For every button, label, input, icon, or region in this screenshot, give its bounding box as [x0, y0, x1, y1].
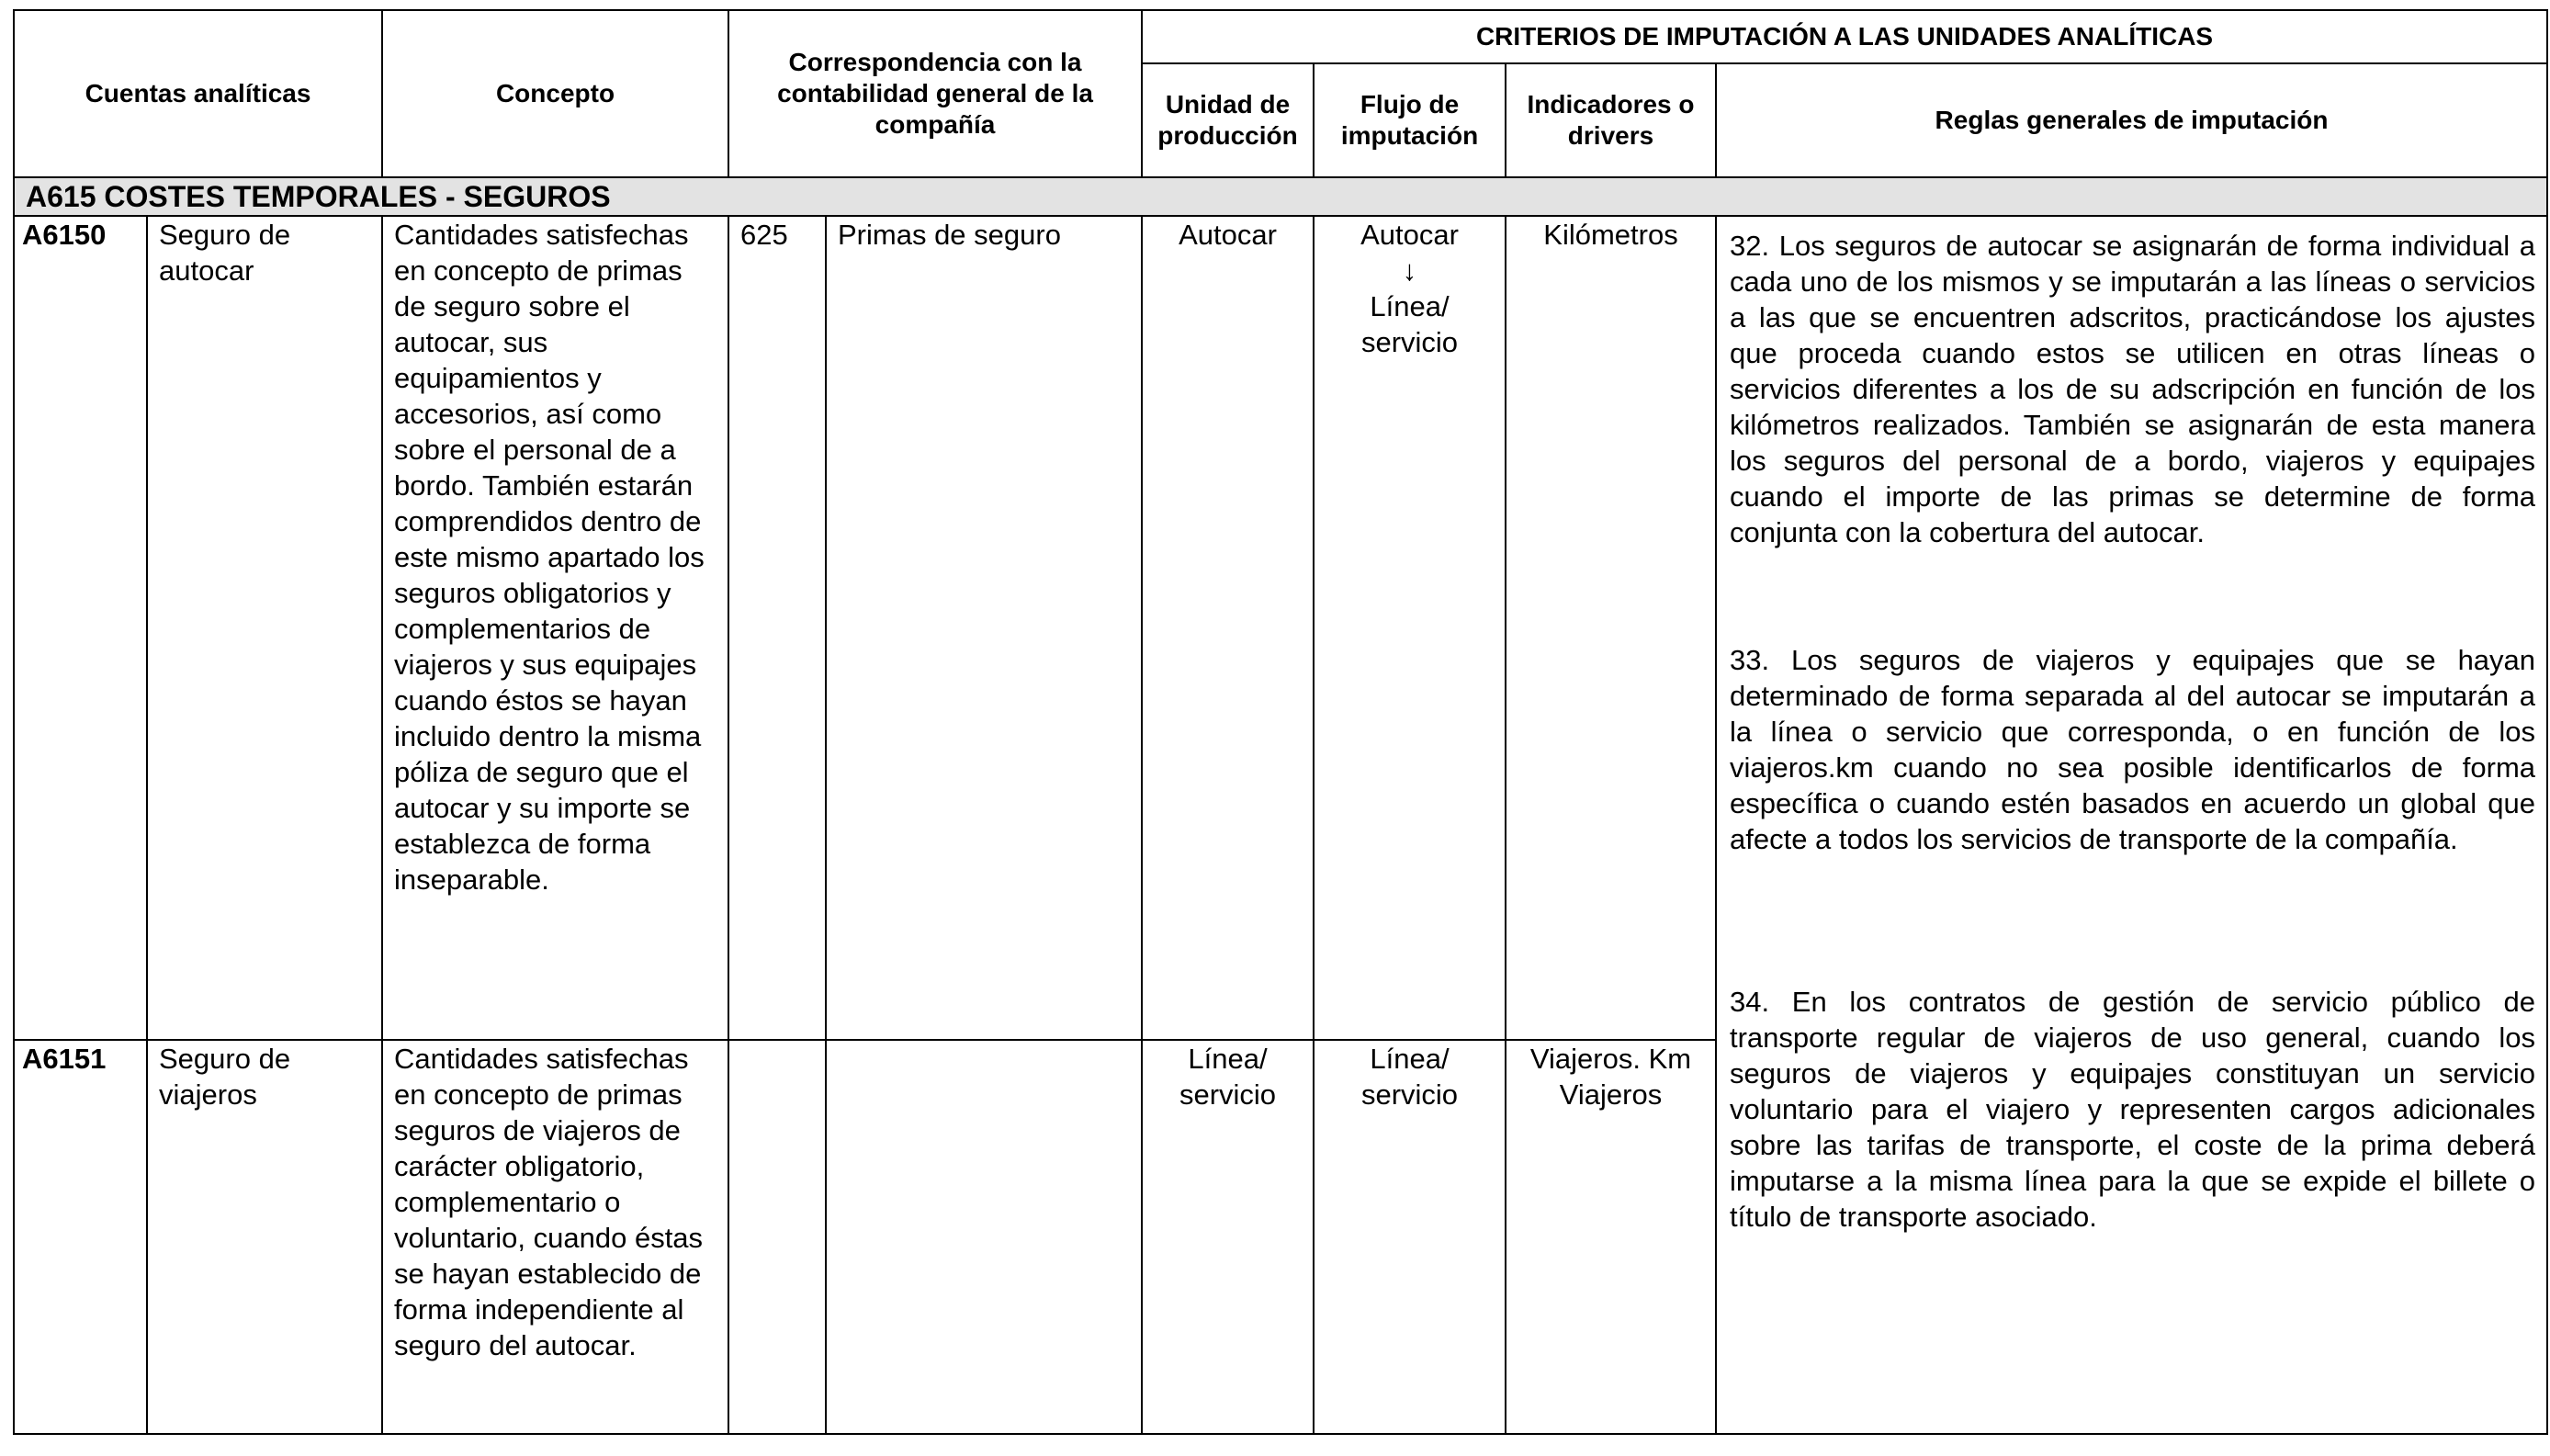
- down-arrow-icon: ↓: [1402, 254, 1417, 287]
- header-criterios: CRITERIOS DE IMPUTACIÓN A LAS UNIDADES ANALÍTICAS: [1142, 10, 2547, 63]
- rule-paragraph: 34. En los contratos de gestión de servicio público de transporte regular de viajeros de uso general, cuando los seguros de viajeros y equipajes constituyan un servicio voluntario para el viajero y representen cargos adicionales sobre las tarifas de transporte, el coste de la prima deberá imputarse a la misma línea para la que se expide el billete o título de transporte asociado.: [1730, 986, 2536, 1233]
- imputation-flow: Línea/ servicio: [1314, 1040, 1506, 1434]
- production-unit: Autocar: [1142, 216, 1314, 1040]
- concept-cell: Cantidades satisfechas en concepto de primas de seguro sobre el autocar, sus equipamientos y accesorios, así como sobre el personal de a bordo. También estarán comprendidos dentro de este mismo apartado los seguros obligatorios y complementarios de viajeros y sus equipajes cuando éstos se hayan incluido dentro la misma póliza de seguro que el autocar y su importe se establezca de forma inseparable.: [382, 216, 728, 1040]
- flow-to: Línea/ servicio: [1360, 290, 1459, 358]
- header-flujo: Flujo de imputación: [1314, 63, 1506, 177]
- concept-cell: Cantidades satisfechas en concepto de primas seguros de viajeros de carácter obligatorio, complementario o voluntario, cuando éstas se hayan establecido de forma independiente al seguro del autocar.: [382, 1040, 728, 1434]
- imputation-table: [13, 9, 2548, 1435]
- section-title: A615 COSTES TEMPORALES - SEGUROS: [14, 177, 2547, 216]
- header-cuentas: Cuentas analíticas: [14, 10, 382, 177]
- header-correspondencia: Correspondencia con la contabilidad general de la compañía: [728, 10, 1142, 177]
- production-unit: Línea/ servicio: [1142, 1040, 1314, 1434]
- header-reglas: Reglas generales de imputación: [1716, 63, 2547, 177]
- general-account-name: [826, 1040, 1142, 1434]
- table-row: [14, 216, 2547, 1040]
- driver-cell: Viajeros. Km Viajeros: [1506, 1040, 1716, 1434]
- account-code: A6151: [14, 1040, 147, 1434]
- document-page: [13, 9, 2546, 1453]
- general-account-name: Primas de seguro: [826, 216, 1142, 1040]
- header-row-1: [14, 10, 2547, 63]
- rules-cell: [1716, 216, 2547, 1434]
- imputation-flow: [1314, 216, 1506, 1040]
- flow-from: Autocar: [1360, 219, 1459, 251]
- section-row: [14, 177, 2547, 216]
- rule-paragraph: 32. Los seguros de autocar se asignarán de forma individual a cada uno de los mismos y se imputarán a las líneas o servicios a las que se encuentren adscritos, practicándose los ajustes que proceda cuando estos se utilicen en otras líneas o servicios diferentes a los de su adscripción en función de los kilómetros realizados. También se asignarán de esta manera los seguros del personal de a bordo, viajeros y equipajes cuando el importe de las primas se determine de forma conjunta con la cobertura del autocar.: [1730, 230, 2536, 548]
- account-name: Seguro de viajeros: [147, 1040, 382, 1434]
- general-account-number: 625: [728, 216, 826, 1040]
- rule-paragraph: 33. Los seguros de viajeros y equipajes que se hayan determinado de forma separada al del autocar se imputarán a la línea o servicio que corresponda, o en función de los viajeros.km cuando no sea posible identificarlos de forma específica o cuando estén basados en acuerdo un global que afecte a todos los servicios de transporte de la compañía.: [1730, 644, 2536, 855]
- account-code: A6150: [14, 216, 147, 1040]
- account-name: Seguro de autocar: [147, 216, 382, 1040]
- header-unidad: Unidad de producción: [1142, 63, 1314, 177]
- header-concepto: Concepto: [382, 10, 728, 177]
- driver-cell: Kilómetros: [1506, 216, 1716, 1040]
- general-account-number: [728, 1040, 826, 1434]
- header-indicadores: Indicadores o drivers: [1506, 63, 1716, 177]
